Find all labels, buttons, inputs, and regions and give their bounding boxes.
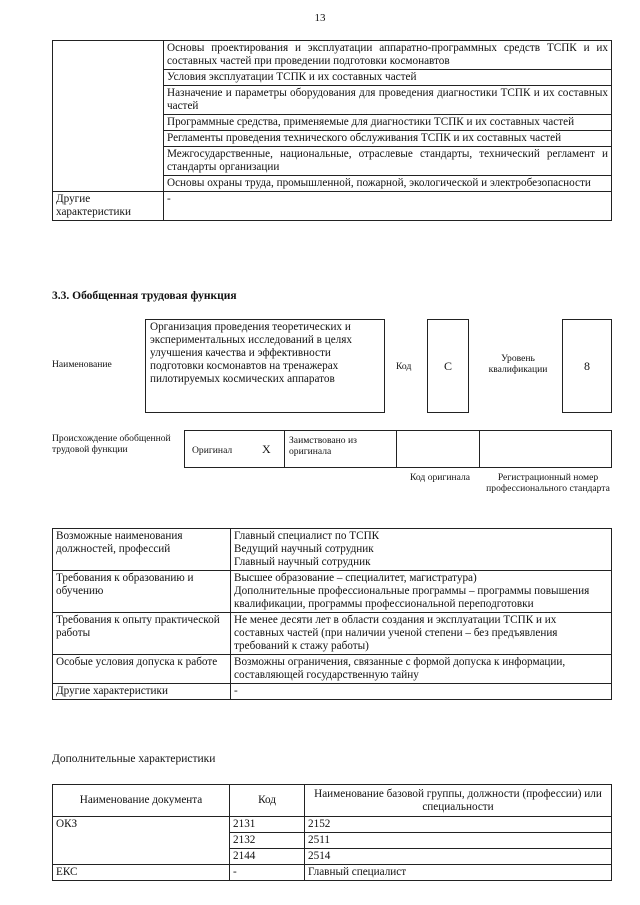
header-document: Наименование документа: [53, 785, 230, 817]
detail-label: Особые условия допуска к работе: [53, 655, 231, 684]
reg-number-label: Регистрационный номер профессионального стандарта: [486, 472, 610, 494]
knowledge-row: Условия эксплуатации ТСПК и их составных частей: [164, 70, 612, 86]
section-title: 3.3. Обобщенная трудовая функция: [52, 290, 237, 302]
detail-value: Высшее образование – специалитет, магистратура): [234, 572, 477, 584]
detail-value: Дополнительные профессиональные программы – программы повышения квалификации, программы профессиональной переподготовки: [234, 585, 590, 610]
okz-code: 2144: [230, 849, 305, 865]
knowledge-row: Программные средства, применяемые для диагностики ТСПК и их составных частей: [164, 115, 612, 131]
okz-name: 2514: [305, 849, 612, 865]
knowledge-table: [52, 40, 612, 221]
borrowed-label: Заимствовано из оригинала: [289, 435, 357, 457]
okz-label: ОКЗ: [53, 817, 230, 865]
detail-value: Главный специалист по ТСПК: [234, 530, 380, 542]
okz-name: 2511: [305, 833, 612, 849]
knowledge-row: Основы охраны труда, промышленной, пожарной, экологической и электробезопасности: [164, 176, 612, 192]
detail-value: Возможны ограничения, связанные с формой допуска к информации, составляющей государственную тайну: [234, 656, 566, 681]
origin-label: Происхождение обобщенной трудовой функции: [52, 433, 171, 455]
table-row: [53, 571, 612, 613]
level-label: Уровень квалификации: [488, 353, 548, 375]
detail-label: Возможные наименования должностей, профессий: [53, 529, 231, 571]
additional-table: [52, 784, 612, 881]
details-table: [52, 528, 612, 700]
knowledge-row: Межгосударственные, национальные, отраслевые стандарты, технический регламент и стандарты организации: [164, 147, 612, 176]
detail-label: Требования к опыту практической работы: [53, 613, 231, 655]
code-label: Код: [396, 361, 412, 372]
additional-title: Дополнительные характеристики: [52, 753, 216, 765]
detail-value: Не менее десяти лет в области создания и эксплуатации ТСПК и их составных частей (при наличии ученой степени – без предъявления требований к стажу работы): [234, 614, 558, 652]
function-name-box: Организация проведения теоретических и экспериментальных исследований в целях улучшения качества и эффективности подготовки космонавтов на тренажерах пилотируемых космических аппаратов: [145, 319, 385, 413]
origin-divider: [284, 430, 285, 468]
page-number: 13: [314, 12, 326, 24]
table-row: [53, 655, 612, 684]
table-row: [53, 613, 612, 655]
table-row: [53, 684, 612, 700]
okz-name: 2152: [305, 817, 612, 833]
header-group-name: Наименование базовой группы, должности (профессии) или специальности: [305, 785, 612, 817]
okz-code: 2131: [230, 817, 305, 833]
origin-divider: [396, 430, 397, 468]
original-mark: X: [262, 442, 271, 456]
detail-value: Ведущий научный сотрудник: [234, 543, 374, 555]
other-characteristics-label: Другие характеристики: [53, 192, 164, 221]
detail-value: Главный научный сотрудник: [234, 556, 371, 568]
table-row: [53, 529, 612, 571]
detail-label: Другие характеристики: [53, 684, 231, 700]
knowledge-row: Назначение и параметры оборудования для проведения диагностики ТСПК и их составных частей: [164, 86, 612, 115]
eks-name: Главный специалист: [305, 865, 612, 881]
detail-value: -: [234, 685, 238, 697]
origin-divider: [479, 430, 480, 468]
name-label: Наименование: [52, 359, 112, 370]
table-row: [53, 817, 612, 833]
detail-label: Требования к образованию и обучению: [53, 571, 231, 613]
other-characteristics-value: -: [164, 192, 612, 221]
knowledge-row: Регламенты проведения технического обслуживания ТСПК и их составных частей: [164, 131, 612, 147]
origin-box: [184, 430, 612, 468]
code-original-label: Код оригинала: [409, 472, 471, 483]
table-row: [53, 865, 612, 881]
header-code: Код: [230, 785, 305, 817]
okz-code: 2132: [230, 833, 305, 849]
level-value-box: 8: [562, 319, 612, 413]
code-value-box: С: [427, 319, 469, 413]
knowledge-label-cell: [53, 41, 164, 192]
eks-label: ЕКС: [53, 865, 230, 881]
eks-code: -: [230, 865, 305, 881]
knowledge-row: Основы проектирования и эксплуатации аппаратно-программных средств ТСПК и их составных частей при проведении подготовки космонавтов: [164, 41, 612, 70]
original-label: Оригинал: [192, 445, 233, 456]
